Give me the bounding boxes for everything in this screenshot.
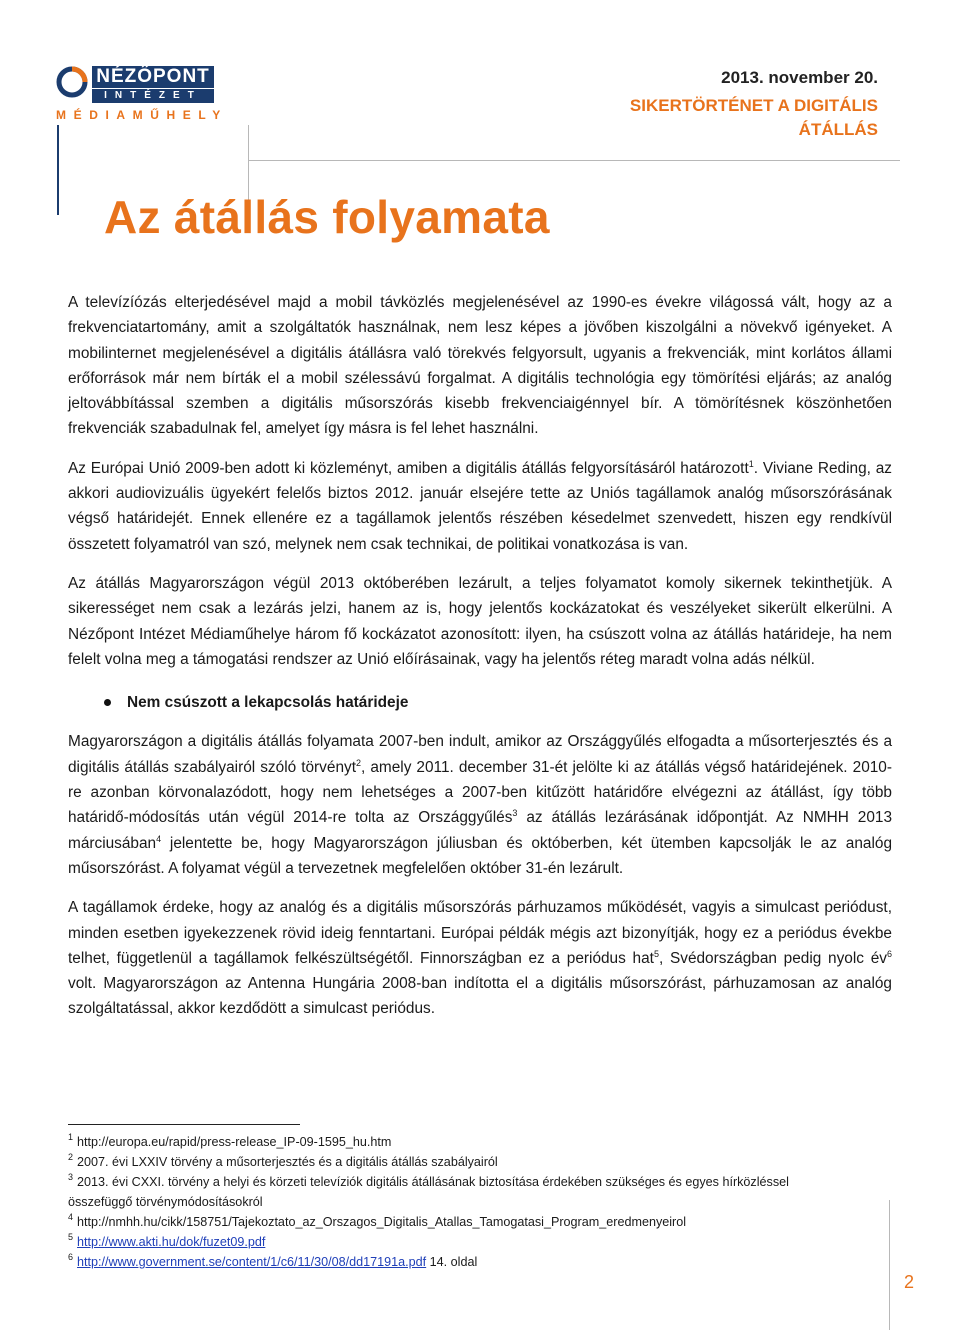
paragraph-3: Az átállás Magyarországon végül 2013 októberében lezárult, a teljes folyamatot komoly sikernek tekinthetjük. A sikerességet nem csak a lezárás jelzi, hanem az is, hogy jelentős kockázatokat és veszélyeket sikerült elkerülni. A Nézőpont Intézet Médiaműhelye három fő kockázatot azonosított: ilyen, ha csúszott volna az átállás határideje, ha nem felelt volna meg a támogatási rendszer az Unió előírásainak, vagy ha jelentős réteg maradt volna adás nélkül. [68, 574, 892, 668]
footnote-number: 3 [68, 1172, 74, 1182]
bullet-heading-label: Nem csúszott a lekapcsolás határideje [127, 694, 409, 712]
paragraph-4 [68, 729, 892, 881]
footnote-separator [68, 1124, 300, 1125]
paragraph-5-text-a: A tagállamok érdeke, hogy az analóg és a digitális műsorszórás párhuzamos működését, vagyis a simulcast periódust, minden esetben igyekezzenek rövid ideig fenntartani. Európai példák mégis azt bizonyítják, hogy ez a periódus évekbe telhet, függetlenül a tagállamok felkészültségétől. Finnországban ez a periódus hat [68, 899, 892, 967]
paragraph-5-text-b: , Svédországban pedig nyolc év [658, 949, 887, 967]
footnote-number: 6 [68, 1252, 74, 1262]
paragraph-4-text-b: , amely 2011. december 31-ét jelölte ki az átállás végső határidejének. 2010-re azonban körvonalazódott, hogy nem lehetséges a 2007-ben kitűzött határidőre elvégezni az átállást, így több határidő-módosítás után végül 2014-re tolta az Országgyűlés [68, 758, 892, 827]
logo-circle-icon [56, 66, 88, 98]
header-date: 2013. november 20. [721, 68, 878, 87]
header-rule-left [57, 125, 59, 215]
logo-institute: INTÉZET [92, 89, 214, 103]
footnote-text: 2013. évi CXXI. törvény a helyi és körzeti televíziók digitális átállásának biztosítása érdekében szükséges és egyes hírközléssel összefüggő törvénymódosításokról [68, 1175, 789, 1209]
footnote-text: http://europa.eu/rapid/press-release_IP-09-1595_hu.htm [77, 1135, 392, 1149]
page-title: Az átállás folyamata [104, 191, 550, 243]
page-number-rule [889, 1200, 890, 1330]
footnote-link[interactable]: http://www.akti.hu/dok/fuzet09.pdf [77, 1235, 266, 1249]
header-title: SIKERTÖRTÉNET A DIGITÁLIS ÁTÁLLÁS [629, 96, 878, 139]
footnote-5 [68, 1232, 838, 1252]
footnote-ref-1[interactable]: 1 [748, 458, 754, 469]
footnote-2 [68, 1152, 838, 1172]
footnote-number: 2 [68, 1152, 74, 1162]
footnote-number: 5 [68, 1232, 74, 1242]
logo-brand: NÉZŐPONT [92, 66, 214, 88]
paragraph-4-text-d: jelentette be, hogy Magyarországon júliusban és októberben, két ütemben kapcsolják le az analóg műsorszórást. A folyamat végül a tervezetnek megfelelően október 31-én lezárult. [68, 834, 892, 877]
page-number: 2 [904, 1272, 915, 1292]
footnote-text: 14. oldal [426, 1255, 478, 1269]
footnote-text: http://nmhh.hu/cikk/158751/Tajekoztato_az_Orszagos_Digitalis_Atallas_Tamogatasi_Program_eredmenyeirol [77, 1215, 687, 1229]
paragraph-1: A televízíózás elterjedésével majd a mobil távközlés megjelenésével az 1990-es évekre világossá vált, hogy az a frekvenciatartomány, amit a szolgáltatók használnak, nem lesz képes a jövőben kiszolgálni a növekvő igényeket. A mobilinternet megjelenésével a digitális átállásra való törekvés felgyorsult, ugyanis a frekvenciák, mint korlátos állami erőforrások már nem bírták el a mobil szélessávú forgalmat. A digitális technológia egy tömörítési eljárás; az analóg jeltovábbítással szemben a digitális műsorszórás kisebb frekvenciaigénnyel bír. A tömörítésnek köszönhetően frekvenciák szabadulnak fel, amelyet így másra is fel lehet használni. [68, 294, 892, 438]
footnote-ref-6[interactable]: 6 [886, 948, 892, 959]
paragraph-4-text-c: az átállás lezárásának időpontját. Az NMHH 2013 márciusában [68, 809, 893, 852]
footnote-4 [68, 1212, 838, 1232]
footnote-1 [68, 1132, 838, 1152]
paragraph-2-text-a: Az Európai Unió 2009-ben adott ki közleményt, amiben a digitális átállás felgyorsításáról határozott [68, 459, 749, 477]
footnote-ref-3[interactable]: 3 [512, 808, 518, 819]
paragraph-2-text-b: . Viviane Reding, az akkori audiovizuális ügyekért felelős biztos 2012. január elsejére tette az Uniós tagállamok analóg műsorszórásának végső határidejét. Ennek ellenére ez a tagállamok jelentős részében késedelmet szenvedett, hiszen egy rendkívül összetett folyamatról van szó, melynek nem csak technikai, de politikai vonatkozása is van. [68, 459, 893, 553]
paragraph-4-text-a: Magyarországon a digitális átállás folyamata 2007-ben indult, amikor az Országgyűlés elfogadta a műsorterjesztés és a digitális átállás szabályairól szóló törvényt [68, 733, 892, 776]
logo-media: MÉDIAMŰHELY [56, 108, 228, 122]
footnote-ref-5[interactable]: 5 [653, 948, 659, 959]
footnotes [68, 1132, 838, 1272]
footnote-number: 1 [68, 1132, 74, 1142]
footnote-number: 4 [68, 1212, 74, 1222]
header-rule-horizontal [248, 160, 900, 161]
footnote-3 [68, 1172, 838, 1212]
article-body [68, 290, 892, 1036]
nezopont-logo [56, 62, 226, 130]
bullet-dot-icon [104, 699, 111, 706]
bullet-heading [68, 690, 892, 715]
paragraph-2 [68, 456, 892, 557]
footnote-ref-4[interactable]: 4 [156, 833, 162, 844]
footnote-link[interactable]: http://www.government.se/content/1/c6/11/30/08/dd17191a.pdf [77, 1255, 427, 1269]
footnote-text: 2007. évi LXXIV törvény a műsorterjesztés és a digitális átállás szabályairól [77, 1155, 498, 1169]
paragraph-5-text-c: volt. Magyarországon az Antenna Hungária 2008-ban indította el a digitális műsorszórást, párhuzamosan az analóg szolgáltatással, akkor kezdődött a simulcast periódus. [68, 975, 892, 1018]
paragraph-5 [68, 895, 892, 1021]
footnote-ref-2[interactable]: 2 [355, 757, 361, 768]
footnote-6 [68, 1252, 838, 1272]
